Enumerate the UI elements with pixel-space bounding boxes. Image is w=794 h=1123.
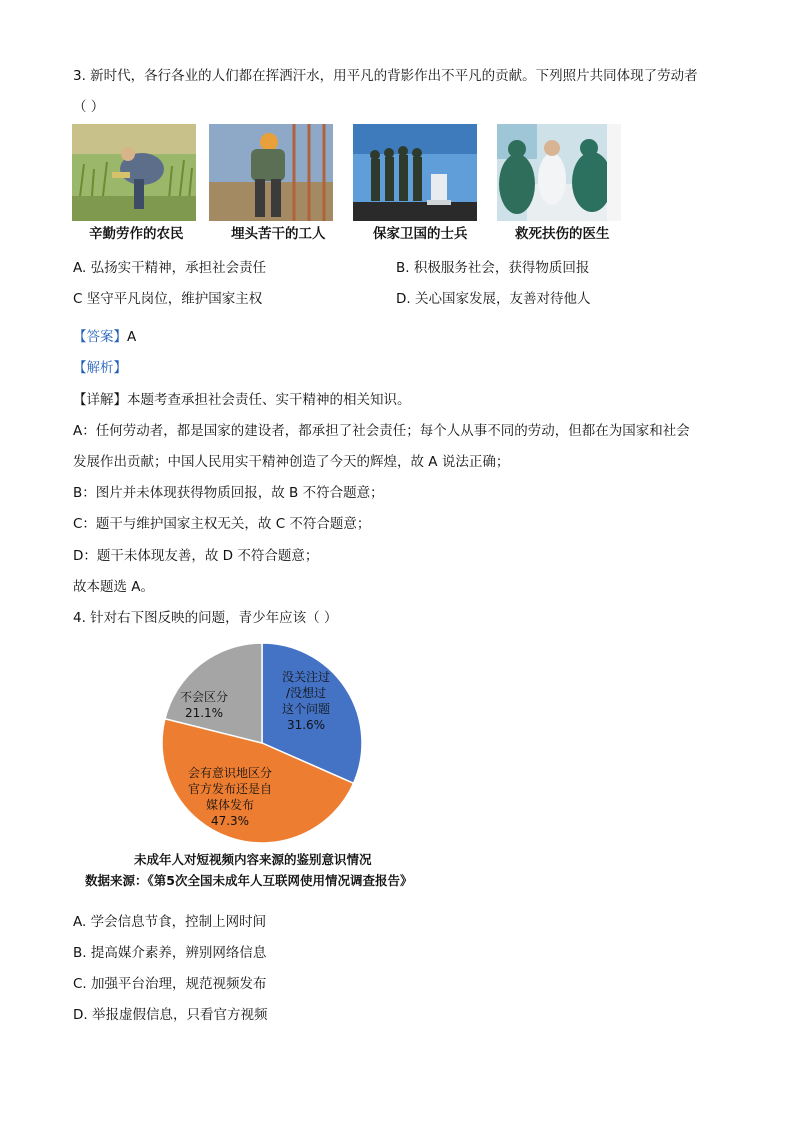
analysis-tag: 【解析】	[73, 360, 127, 376]
chart-caption: 未成年人对短视频内容来源的鉴别意识情况	[134, 852, 372, 867]
detail-text: 本题考查承担社会责任、实干精神的相关知识。	[127, 392, 411, 408]
q3-option-a: A. 弘扬实干精神，承担社会责任	[73, 260, 267, 276]
analysis-d-line: D：题干未体现友善，故 D 不符合题意；	[73, 548, 319, 564]
soldiers-photo	[353, 124, 477, 221]
q3-option-c: C 坚守平凡岗位，维护国家主权	[73, 291, 263, 307]
soldiers-caption: 保家卫国的士兵	[373, 226, 468, 242]
analysis-line	[73, 358, 127, 378]
q4-option-d: D. 举报虚假信息，只看官方视频	[73, 1007, 268, 1023]
answer-tag: 【答案】	[73, 329, 127, 345]
q4-option-c: C. 加强平台治理，规范视频发布	[73, 976, 267, 992]
slice-not-noticed-label: 没关注过/没想过这个问题 31.6%	[281, 670, 331, 732]
q4-option-a: A. 学会信息节食，控制上网时间	[73, 914, 267, 930]
farmer-caption: 辛勤劳作的农民	[89, 226, 184, 242]
detail-tag: 【详解】	[73, 392, 127, 408]
farmer-photo	[72, 124, 196, 221]
pie-chart	[150, 640, 380, 855]
doctors-caption: 救死扶伤的医生	[515, 226, 610, 242]
answer-value: A	[127, 329, 137, 345]
worker-photo	[209, 124, 333, 221]
analysis-c-line: C：题干与维护国家主权无关，故 C 不符合题意；	[73, 516, 371, 532]
conclusion-line: 故本题选 A。	[73, 579, 155, 595]
q3-option-b: B. 积极服务社会，获得物质回报	[396, 260, 590, 276]
analysis-b-line: B：图片并未体现获得物质回报，故 B 不符合题意；	[73, 485, 384, 501]
q3-stem: 3. 新时代，各行各业的人们都在挥洒汗水，用平凡的背影作出不平凡的贡献。下列照片共同体现了劳动者	[73, 68, 698, 84]
worker-caption: 埋头苦干的工人	[231, 226, 326, 242]
slice-can-distinguish-label: 会有意识地区分官方发布还是自媒体发布 47.3%	[187, 766, 273, 828]
q3-paren: （ ）	[73, 99, 105, 115]
detail-line	[73, 390, 411, 410]
slice-cannot-distinguish-label: 不会区分 21.1%	[179, 690, 229, 720]
chart-source: 数据来源：《第5次全国未成年人互联网使用情况调查报告》	[85, 873, 413, 888]
analysis-a-line1: A：任何劳动者，都是国家的建设者，都承担了社会责任；每个人从事不同的劳动，但都在为国家和社会	[73, 423, 690, 439]
analysis-a-line2: 发展作出贡献；中国人民用实干精神创造了今天的辉煌，故 A 说法正确；	[73, 454, 510, 470]
q4-option-b: B. 提高媒介素养，辨别网络信息	[73, 945, 267, 961]
answer-line	[73, 327, 136, 347]
q4-stem: 4. 针对右下图反映的问题，青少年应该（ ）	[73, 610, 338, 626]
doctors-photo	[497, 124, 621, 221]
q3-option-d: D. 关心国家发展，友善对待他人	[396, 291, 591, 307]
